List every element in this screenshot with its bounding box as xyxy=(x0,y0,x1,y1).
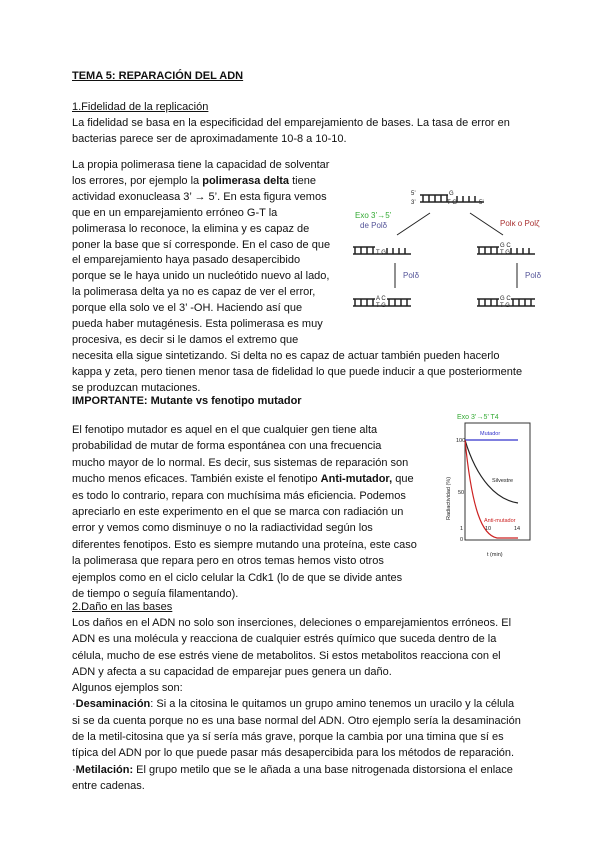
text-line xyxy=(72,455,417,471)
text-line xyxy=(72,745,521,761)
text-line xyxy=(72,317,522,333)
text-segment: el emparejamiento haya pasado desapercibido xyxy=(72,254,301,267)
text-line xyxy=(72,158,522,174)
text-segment: El fenotipo mutador es aquel en el que cualquier gen tiene alta xyxy=(72,424,378,436)
text-segment: Algunos ejemplos son: xyxy=(72,682,183,695)
text-line xyxy=(72,438,417,454)
text-segment: procesiva, es decir si le damos el extremo que xyxy=(72,333,299,346)
bold-term: Metilación: xyxy=(75,763,134,776)
text-segment: poner la base que sí corresponde. En el caso de que xyxy=(72,238,331,251)
text-line xyxy=(72,131,510,147)
section-1-heading: 1.Fidelidad de la replicación xyxy=(72,101,209,113)
text-segment: que en un emparejamiento erróneo G-T la xyxy=(72,206,278,219)
text-segment: · xyxy=(72,763,76,776)
svg-text:14: 14 xyxy=(514,526,521,532)
svg-text:Polκ o Polζ: Polκ o Polζ xyxy=(500,219,540,228)
text-line xyxy=(72,729,521,745)
svg-text:G C: G C xyxy=(500,296,511,302)
page-title: TEMA 5: REPARACIÓN DEL ADN xyxy=(72,70,244,82)
text-line xyxy=(72,696,521,712)
text-segment: es todo lo contrario, repara con muchísima más eficiencia. Podemos xyxy=(72,489,406,502)
paragraph xyxy=(72,115,510,147)
text-line xyxy=(72,488,417,504)
text-segment: la polimerasa que repara pero en otros temas hemos visto otros xyxy=(72,555,384,568)
svg-text:T G: T G xyxy=(376,303,386,309)
text-segment: tiene xyxy=(289,174,316,187)
text-segment: : Si a la citosina le quitamos un grupo amino tenemos un uracilo y la célula xyxy=(150,698,515,711)
svg-text:50: 50 xyxy=(458,490,465,496)
text-line xyxy=(72,333,522,349)
text-segment: diferentes fenotipos. Esto es siempre mutando una proteína, este caso xyxy=(72,538,417,551)
radioactivity-chart xyxy=(432,410,532,560)
text-segment: apreciarlo en este experimento en el que se marca con radiación un xyxy=(72,506,404,519)
text-line xyxy=(72,365,522,381)
text-segment: La fidelidad se basa en la especificidad del emparejamiento de bases. La tasa de error en xyxy=(72,117,510,129)
text-segment: la polimerasa delta ya no es capaz de ver el error, xyxy=(72,286,316,299)
svg-text:T G: T G xyxy=(376,250,386,256)
svg-text:5’: 5’ xyxy=(479,200,484,206)
text-segment: típica del ADN por lo que puede pasar más desapercibida para los métodos de reparación. xyxy=(72,747,515,760)
text-segment: pueda haber mutagénesis. Esta polimerasa es muy xyxy=(72,318,323,331)
section-2-heading: 2.Daño en las bases xyxy=(72,601,173,613)
svg-text:Polδ: Polδ xyxy=(403,271,420,280)
text-segment: kappa y zeta, pero tienen menor tasa de fidelidad lo que puede inducir a que posteriormente xyxy=(72,365,523,378)
svg-text:G: G xyxy=(449,191,454,197)
text-segment: si se da cuenta porque no es una base normal del ADN. Otro ejemplo sería la desaminación xyxy=(72,714,521,727)
text-segment: probabilidad de mutar de forma espontánea con una frecuencia xyxy=(72,440,382,453)
svg-text:de Polδ: de Polδ xyxy=(360,221,388,230)
text-segment: célula, mucho de ese estrés viene de metabolitos. Si estos metabolitos reacciona con el xyxy=(72,649,501,662)
text-line xyxy=(72,422,417,438)
text-segment: La propia polimerasa tiene la capacidad de solventar xyxy=(72,159,330,171)
svg-text:Mutador: Mutador xyxy=(480,431,501,437)
text-segment: de tiempo o seguía filamentando). xyxy=(72,588,239,601)
svg-text:G C: G C xyxy=(500,243,511,249)
text-segment: ADN es una molécula y reacciona de cualquier estrés químico que suceda dentro de la xyxy=(72,633,497,646)
bold-term: Desaminación xyxy=(75,698,151,711)
svg-text:5’: 5’ xyxy=(411,191,416,197)
text-segment: Los daños en el ADN no solo son inserciones, deleciones o emparejamientos erróneos. El xyxy=(72,617,512,629)
text-segment: porque ella solo ve el 3’ -OH. Haciendo así que xyxy=(72,302,303,315)
text-line xyxy=(72,504,417,520)
text-line xyxy=(72,762,521,778)
polymerase-figure xyxy=(345,183,585,313)
svg-text:A C: A C xyxy=(376,296,386,302)
svg-text:Anti-mutador: Anti-mutador xyxy=(484,518,516,524)
svg-text:100: 100 xyxy=(456,438,466,444)
text-segment: El grupo metilo que se le añada a una base nitrogenada distorsiona el enlace xyxy=(133,763,513,776)
important-heading: IMPORTANTE: Mutante vs fenotipo mutador xyxy=(72,395,302,407)
bold-term: Anti-mutador, xyxy=(320,473,393,486)
text-line xyxy=(72,680,521,696)
paragraph xyxy=(72,422,417,602)
text-segment: que xyxy=(392,473,414,486)
svg-text:t (min): t (min) xyxy=(487,552,503,558)
text-segment: los errores, por ejemplo la xyxy=(72,174,203,187)
text-segment: mucho menos eficaces. También existe el fenotipo xyxy=(72,473,321,486)
text-segment: actividad exonucleasa 3’ → 5’. En esta figura vemos xyxy=(72,190,327,203)
text-segment: polimerasa lo reconoce, la elimina y es capaz de xyxy=(72,222,310,235)
text-line xyxy=(72,713,521,729)
svg-text:Radiactividad (%): Radiactividad (%) xyxy=(446,476,452,520)
text-line xyxy=(72,615,521,631)
svg-text:Exo 3’→5’: Exo 3’→5’ xyxy=(355,211,392,220)
text-line xyxy=(72,631,521,647)
svg-text:10: 10 xyxy=(485,526,492,532)
svg-text:Silvestre: Silvestre xyxy=(492,478,514,484)
text-segment: ejemplos como en el ciclo celular la Cdk1 (lo de que se divide antes xyxy=(72,571,403,584)
text-line xyxy=(72,664,521,680)
text-segment: entre cadenas. xyxy=(72,779,145,792)
svg-text:Polδ: Polδ xyxy=(525,271,542,280)
text-line xyxy=(72,115,510,131)
text-line xyxy=(72,648,521,664)
svg-text:T G: T G xyxy=(447,200,457,206)
text-line xyxy=(72,778,521,794)
svg-text:0: 0 xyxy=(460,537,464,543)
bold-term: polimerasa delta xyxy=(202,174,290,187)
text-line xyxy=(72,471,417,487)
svg-text:3’: 3’ xyxy=(411,200,416,206)
text-segment: mucho mayor de lo normal. Es decir, sus sistemas de reparación son xyxy=(72,456,409,469)
text-segment: se produzcan mutaciones. xyxy=(72,381,201,394)
svg-text:1: 1 xyxy=(460,526,464,532)
text-line xyxy=(72,520,417,536)
text-segment: de la metil-citosina que ya sí sería más grave, porque la cambia por una timina que sí es xyxy=(72,731,504,744)
svg-text:Exo 3’→5’ T4: Exo 3’→5’ T4 xyxy=(457,414,499,421)
text-segment: porque se le haya unido un nucleótido nuevo al lado, xyxy=(72,270,330,283)
text-segment: · xyxy=(72,698,76,711)
text-segment: necesita ella sigue sintetizando. Si delta no es capaz de actuar también pueden hacerlo xyxy=(72,349,500,362)
text-line xyxy=(72,570,417,586)
text-line xyxy=(72,349,522,365)
text-line xyxy=(72,537,417,553)
paragraph xyxy=(72,615,521,794)
text-segment: ADN y afecta a su capacidad de emparejar pues genera un daño. xyxy=(72,665,392,678)
svg-text:T G: T G xyxy=(500,250,510,256)
text-segment: bacterias parece ser de aproximadamente 10-8 a 10-10. xyxy=(72,133,347,146)
text-line xyxy=(72,553,417,569)
svg-text:T G: T G xyxy=(500,303,510,309)
text-segment: error y vemos como disminuye o no la radiactividad según los xyxy=(72,522,373,535)
